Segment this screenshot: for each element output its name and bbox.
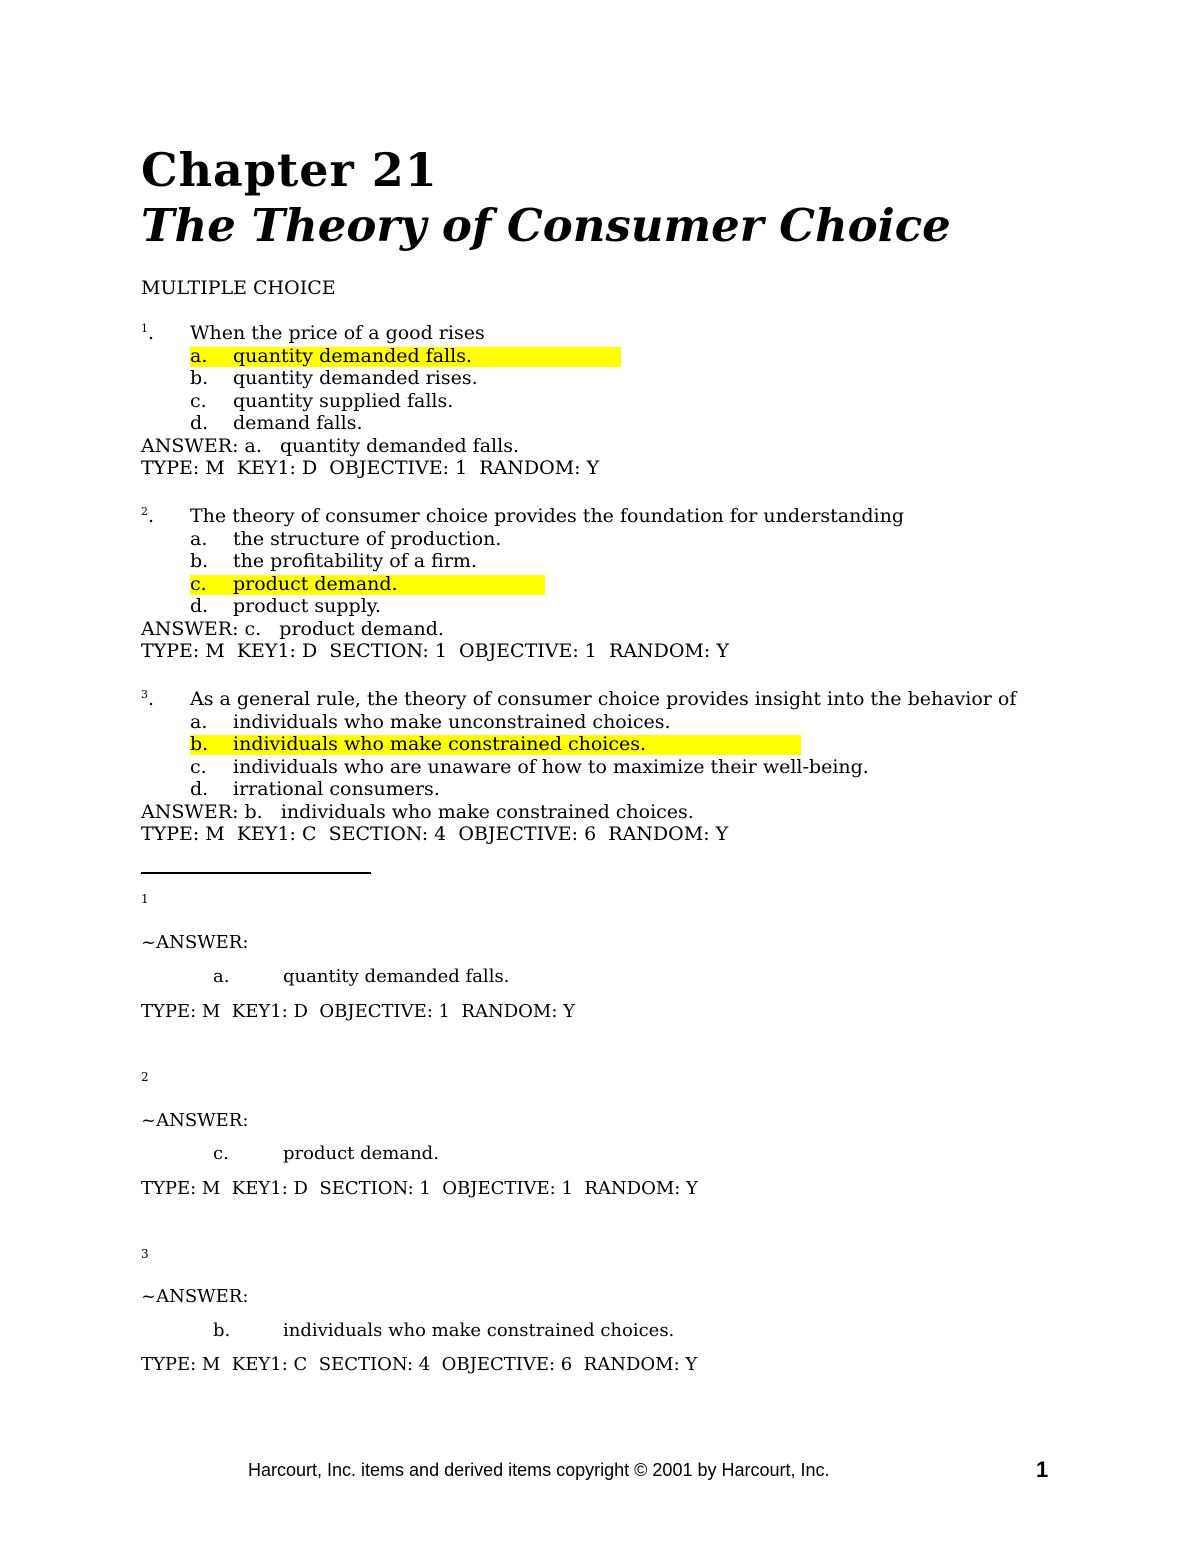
type-line: TYPE: M KEY1: C SECTION: 4 OBJECTIVE: 6 RANDOM: Y: [141, 823, 729, 845]
option-letter: a.: [190, 527, 208, 550]
type-line: TYPE: M KEY1: D OBJECTIVE: 1 RANDOM: Y: [141, 457, 600, 479]
footnote-answer-label: ~ANSWER:: [141, 1286, 249, 1307]
option-letter: b.: [190, 367, 209, 389]
option-text: quantity demanded rises.: [233, 367, 478, 389]
option-letter: b.: [190, 550, 209, 572]
question-stem: The theory of consumer choice provides the foundation for understanding: [190, 505, 904, 527]
question-stem: As a general rule, the theory of consumer choice provides insight into the behavior of: [190, 688, 1017, 710]
footer-copyright: Harcourt, Inc. items and derived items copyright © 2001 by Harcourt, Inc.: [248, 1460, 830, 1480]
option-c: [141, 756, 1141, 779]
footnote-text: product demand.: [283, 1143, 439, 1164]
page-number: 1: [1036, 1457, 1049, 1482]
footnote-text: quantity demanded falls.: [283, 966, 510, 987]
option-letter: a.: [190, 344, 208, 367]
chapter-number: Chapter 21: [141, 143, 438, 197]
option-a: [141, 345, 1141, 368]
option-text: individuals who make constrained choices.: [233, 733, 647, 755]
footnote-mark: 2: [141, 1070, 149, 1084]
footnote-letter: a.: [213, 966, 230, 987]
option-text: quantity demanded falls.: [233, 344, 472, 367]
answer-line: ANSWER: a. quantity demanded falls.: [141, 434, 519, 457]
option-c: [141, 390, 1141, 413]
option-letter: c.: [190, 755, 207, 778]
question-stem: When the price of a good rises: [190, 322, 485, 344]
answer-line: ANSWER: b. individuals who make constrained choices.: [141, 800, 694, 823]
option-b: [141, 733, 1141, 756]
question-3: [141, 688, 1141, 846]
footnote-type: TYPE: M KEY1: D SECTION: 1 OBJECTIVE: 1 RANDOM: Y: [141, 1178, 698, 1199]
option-text: demand falls.: [233, 412, 363, 434]
question-number: $^3$.: [141, 688, 155, 710]
footnote-answer-label: ~ANSWER:: [141, 932, 249, 953]
footnote-mark: 3: [141, 1247, 149, 1261]
option-letter: c.: [190, 389, 207, 412]
option-letter: d.: [190, 595, 209, 617]
option-c: [141, 573, 1141, 596]
option-d: [141, 595, 1141, 618]
option-letter: d.: [190, 778, 209, 800]
option-text: quantity supplied falls.: [233, 389, 454, 412]
question-number: $^2$.: [141, 505, 155, 527]
option-letter: b.: [190, 733, 209, 755]
type-line: TYPE: M KEY1: D SECTION: 1 OBJECTIVE: 1 RANDOM: Y: [141, 640, 729, 662]
option-letter: c.: [190, 572, 207, 595]
question-2: [141, 505, 1141, 663]
option-a: [141, 711, 1141, 734]
section-heading: MULTIPLE CHOICE: [141, 277, 336, 299]
option-d: [141, 412, 1141, 435]
option-text: product demand.: [233, 572, 398, 595]
option-text: irrational consumers.: [233, 778, 440, 800]
option-letter: d.: [190, 412, 209, 434]
option-text: the profitability of a firm.: [233, 550, 477, 572]
option-text: individuals who are unaware of how to maximize their well-being.: [233, 755, 869, 778]
footnote-letter: b.: [213, 1320, 231, 1341]
footnote-answer-label: ~ANSWER:: [141, 1110, 249, 1131]
option-letter: a.: [190, 710, 208, 733]
option-text: the structure of production.: [233, 527, 502, 550]
option-text: individuals who make unconstrained choices.: [233, 710, 671, 733]
option-text: product supply.: [233, 595, 382, 617]
option-d: [141, 778, 1141, 801]
footnote-divider: [141, 872, 371, 874]
answer-line: ANSWER: c. product demand.: [141, 617, 444, 640]
footnote-letter: c.: [213, 1143, 229, 1164]
question-number: $^1$.: [141, 322, 155, 344]
option-b: [141, 550, 1141, 573]
footnote-mark: 1: [141, 892, 149, 906]
option-b: [141, 367, 1141, 390]
question-1: [141, 322, 1141, 480]
footnote-type: TYPE: M KEY1: D OBJECTIVE: 1 RANDOM: Y: [141, 1001, 576, 1022]
footnote-type: TYPE: M KEY1: C SECTION: 4 OBJECTIVE: 6 RANDOM: Y: [141, 1354, 698, 1375]
footnote-text: individuals who make constrained choices.: [283, 1320, 675, 1341]
chapter-title: The Theory of Consumer Choice: [141, 199, 951, 252]
option-a: [141, 528, 1141, 551]
